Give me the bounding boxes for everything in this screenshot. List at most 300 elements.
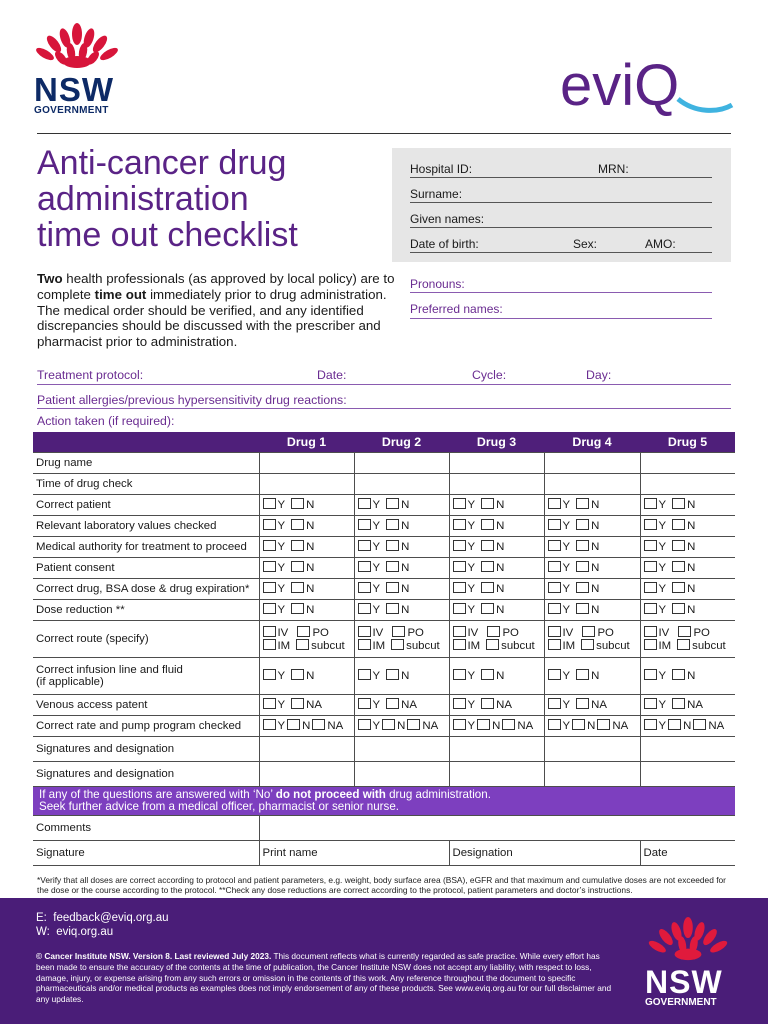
nsw-government-logo-footer [645, 916, 737, 1008]
checkbox[interactable] [358, 582, 371, 593]
dob-field[interactable] [410, 252, 712, 253]
date-field[interactable] [640, 840, 735, 865]
option-label: PO [693, 626, 710, 639]
option-y [453, 519, 476, 532]
drug-5-cell[interactable] [640, 515, 735, 536]
option-label: N [397, 720, 406, 732]
checkbox[interactable] [672, 582, 685, 593]
option-n [576, 603, 599, 616]
checkbox[interactable] [358, 540, 371, 551]
checkbox[interactable] [263, 603, 276, 614]
drug-1-cell[interactable] [259, 761, 354, 786]
checkbox[interactable] [672, 561, 685, 572]
checkbox[interactable] [358, 698, 371, 709]
checkbox[interactable] [453, 669, 466, 680]
checkbox[interactable] [291, 561, 304, 572]
drug-5-cell[interactable] [640, 557, 735, 578]
lab-values-row [33, 515, 735, 536]
checkbox[interactable] [263, 698, 276, 709]
patient-details-box [392, 148, 731, 262]
drug-4-cell[interactable] [544, 578, 640, 599]
checkbox[interactable] [291, 669, 304, 680]
option-n [576, 582, 599, 595]
checkbox[interactable] [453, 498, 466, 509]
checkbox[interactable] [576, 519, 589, 530]
checkbox[interactable] [453, 540, 466, 551]
drug-2-cell[interactable] [354, 620, 449, 657]
option-n [291, 540, 314, 553]
checkbox[interactable] [386, 561, 399, 572]
checkbox[interactable] [548, 639, 561, 650]
drug-5-cell[interactable] [640, 694, 735, 715]
option-iv [263, 626, 289, 639]
option-y [644, 498, 667, 511]
checkbox[interactable] [644, 603, 657, 614]
drug-1-cell[interactable] [259, 452, 354, 473]
checkbox[interactable] [386, 582, 399, 593]
option-y [453, 698, 476, 711]
drug-4-cell[interactable] [544, 473, 640, 494]
checkbox[interactable] [644, 669, 657, 680]
drug-2-cell[interactable] [354, 494, 449, 515]
treatment-protocol-field[interactable] [37, 384, 731, 385]
checkbox[interactable] [297, 626, 310, 637]
nsw-logo-word: NSW [34, 71, 114, 108]
drug-5-cell[interactable] [640, 536, 735, 557]
option-n [287, 719, 310, 732]
checkbox[interactable] [358, 639, 371, 650]
drug-4-cell[interactable] [544, 736, 640, 761]
drug-4-cell[interactable] [544, 715, 640, 736]
option-label: Y [277, 562, 286, 574]
option-n [672, 582, 695, 595]
checkbox[interactable] [481, 561, 494, 572]
checkbox[interactable] [672, 669, 685, 680]
option-po [392, 626, 423, 639]
row-label-cell [33, 657, 259, 694]
checkbox[interactable] [644, 540, 657, 551]
drug-3-cell[interactable] [449, 761, 544, 786]
option-label: N [496, 499, 505, 511]
option-label: Y [658, 520, 667, 532]
option-y [358, 603, 381, 616]
drug-2-cell[interactable] [354, 694, 449, 715]
drug-4-cell[interactable] [544, 761, 640, 786]
checkbox[interactable] [582, 626, 595, 637]
option-label: N [591, 670, 600, 682]
checkbox[interactable] [263, 519, 276, 530]
option-label: Y [658, 499, 667, 511]
option-label: Y [372, 583, 381, 595]
checkbox[interactable] [263, 498, 276, 509]
checkbox[interactable] [453, 639, 466, 650]
checkbox[interactable] [678, 626, 691, 637]
given-names-field[interactable] [410, 227, 712, 228]
option-label: IV [372, 626, 384, 639]
checkbox[interactable] [453, 519, 466, 530]
option-y [644, 540, 667, 553]
checkbox[interactable] [291, 582, 304, 593]
checkbox[interactable] [382, 719, 395, 730]
checkbox[interactable] [668, 719, 681, 730]
option-label: N [306, 670, 315, 682]
checkbox[interactable] [644, 582, 657, 593]
checkbox[interactable] [481, 582, 494, 593]
checkbox[interactable] [548, 603, 561, 614]
checkbox[interactable] [548, 582, 561, 593]
option-label: N [401, 520, 410, 532]
checkbox[interactable] [477, 719, 490, 730]
option-label: NA [422, 720, 439, 732]
checkbox[interactable] [693, 719, 706, 730]
checkbox[interactable] [502, 719, 515, 730]
infusion-line-row [33, 657, 735, 694]
checkbox[interactable] [576, 698, 589, 709]
option-n [576, 561, 599, 574]
checkbox[interactable] [386, 698, 399, 709]
checkbox[interactable] [548, 519, 561, 530]
option-label: NA [687, 699, 703, 711]
option-label: NA [496, 699, 512, 711]
option-label: N [687, 541, 696, 553]
drug-3-cell[interactable] [449, 557, 544, 578]
drug-5-cell[interactable] [640, 452, 735, 473]
checkbox[interactable] [481, 519, 494, 530]
checkbox[interactable] [291, 698, 304, 709]
checkbox[interactable] [548, 498, 561, 509]
checkbox[interactable] [453, 603, 466, 614]
option-po [487, 626, 518, 639]
checkbox[interactable] [358, 561, 371, 572]
drug-5-cell[interactable] [640, 599, 735, 620]
checkbox[interactable] [644, 639, 657, 650]
eviq-logo [560, 55, 735, 115]
treatment-protocol-label: Treatment protocol: [37, 368, 144, 382]
signature-label-cell [33, 840, 259, 865]
drug-1-cell[interactable] [259, 473, 354, 494]
option-label: N [591, 541, 600, 553]
option-y [358, 582, 381, 595]
checkbox[interactable] [672, 498, 685, 509]
hospital-id-field[interactable] [410, 177, 712, 178]
drug-4-cell[interactable] [544, 452, 640, 473]
option-label: Y [372, 520, 381, 532]
mrn-label: MRN: [598, 162, 629, 176]
checkbox[interactable] [644, 698, 657, 709]
checkbox[interactable] [644, 719, 657, 730]
checkbox[interactable] [291, 519, 304, 530]
drug-3-cell[interactable] [449, 657, 544, 694]
header-divider [37, 133, 731, 134]
checkbox[interactable] [548, 698, 561, 709]
checkbox[interactable] [672, 540, 685, 551]
option-po [297, 626, 328, 639]
designation-field[interactable] [449, 840, 640, 865]
comments-field[interactable] [259, 815, 735, 840]
option-na [693, 719, 724, 732]
option-im [453, 639, 481, 652]
checkbox[interactable] [263, 561, 276, 572]
option-label: Y [372, 541, 381, 553]
option-n [481, 603, 504, 616]
drug-3-cell[interactable] [449, 694, 544, 715]
checkbox[interactable] [672, 698, 685, 709]
drug-4-cell[interactable] [544, 515, 640, 536]
option-label: Y [277, 520, 286, 532]
row-label-cell [33, 494, 259, 515]
option-label: IM [277, 639, 291, 652]
checkbox[interactable] [263, 540, 276, 551]
checkbox[interactable] [644, 626, 657, 637]
warning-pre: If any of the questions are answered with ‘No’ [39, 787, 276, 801]
option-label: Y [277, 720, 286, 732]
checkbox[interactable] [263, 669, 276, 680]
checkbox[interactable] [358, 498, 371, 509]
eviq-swoosh-icon [678, 99, 732, 110]
drug-3-cell[interactable] [449, 536, 544, 557]
drug-3-cell[interactable] [449, 515, 544, 536]
drug-5-cell[interactable] [640, 736, 735, 761]
drug-5-cell[interactable] [640, 494, 735, 515]
drug-3-cell[interactable] [449, 473, 544, 494]
checkbox[interactable] [358, 626, 371, 637]
checkbox[interactable] [407, 719, 420, 730]
drug-4-cell[interactable] [544, 599, 640, 620]
option-label: Y [467, 520, 476, 532]
option-n [481, 561, 504, 574]
row-label: Venous access patent [36, 698, 148, 711]
drug-1-cell[interactable] [259, 536, 354, 557]
checkbox[interactable] [291, 603, 304, 614]
day-label: Day: [586, 368, 612, 382]
option-label: N [306, 562, 315, 574]
checkbox[interactable] [481, 698, 494, 709]
checkbox[interactable] [291, 540, 304, 551]
drug-4-cell[interactable] [544, 536, 640, 557]
option-label: Y [658, 583, 667, 595]
drug-3-cell[interactable] [449, 494, 544, 515]
checkbox[interactable] [263, 639, 276, 650]
option-na [502, 719, 533, 732]
option-y [548, 519, 571, 532]
checkbox[interactable] [481, 603, 494, 614]
checkbox[interactable] [644, 498, 657, 509]
drug-5-cell[interactable] [640, 761, 735, 786]
checkbox[interactable] [576, 498, 589, 509]
checkbox[interactable] [296, 639, 309, 650]
drug-2-cell[interactable] [354, 515, 449, 536]
drug-5-cell[interactable] [640, 578, 735, 599]
checkbox[interactable] [386, 669, 399, 680]
option-na [291, 698, 322, 711]
option-y [548, 498, 571, 511]
drug-1-cell[interactable] [259, 494, 354, 515]
drug-1-cell[interactable] [259, 694, 354, 715]
checkbox[interactable] [392, 626, 405, 637]
checkbox[interactable] [644, 561, 657, 572]
checkbox[interactable] [576, 561, 589, 572]
option-label: Y [372, 699, 381, 711]
checkbox[interactable] [481, 498, 494, 509]
drug-1-cell[interactable] [259, 736, 354, 761]
drug-5-cell[interactable] [640, 620, 735, 657]
drug-1-cell[interactable] [259, 515, 354, 536]
surname-field[interactable] [410, 202, 712, 203]
row-label: Signatures and designation [36, 767, 175, 780]
amo-label: AMO: [645, 237, 676, 251]
option-label: N [687, 670, 696, 682]
checkbox[interactable] [312, 719, 325, 730]
option-label: Y [658, 720, 667, 732]
drug-4-cell[interactable] [544, 620, 640, 657]
checkbox[interactable] [291, 498, 304, 509]
drug-2-cell[interactable] [354, 536, 449, 557]
checkbox[interactable] [453, 626, 466, 637]
checkbox[interactable] [644, 519, 657, 530]
checkbox[interactable] [548, 540, 561, 551]
drug-5-cell[interactable] [640, 657, 735, 694]
option-label: N [587, 720, 596, 732]
option-y [358, 719, 381, 732]
checkbox[interactable] [572, 719, 585, 730]
row-label-cell [33, 557, 259, 578]
option-y [644, 603, 667, 616]
checkbox[interactable] [287, 719, 300, 730]
drug-1-cell[interactable] [259, 620, 354, 657]
drug-4-cell[interactable] [544, 694, 640, 715]
drug-2-cell[interactable] [354, 761, 449, 786]
print-name-label: Print name [262, 846, 318, 859]
drug-2-cell[interactable] [354, 715, 449, 736]
checkbox[interactable] [548, 626, 561, 637]
option-label: subcut [406, 639, 440, 652]
checkbox[interactable] [386, 540, 399, 551]
drug-1-cell[interactable] [259, 715, 354, 736]
option-na [386, 698, 417, 711]
row-label-cell [33, 620, 259, 657]
checkbox[interactable] [453, 561, 466, 572]
drug-1-cell[interactable] [259, 657, 354, 694]
checkbox[interactable] [576, 582, 589, 593]
option-label: N [306, 541, 315, 553]
option-label: Y [562, 520, 571, 532]
drug-4-cell[interactable] [544, 494, 640, 515]
date-label: Date: [317, 368, 347, 382]
drug-2-cell[interactable] [354, 557, 449, 578]
allergies-field[interactable] [37, 408, 731, 409]
option-y [548, 719, 571, 732]
drug-4-cell[interactable] [544, 657, 640, 694]
checkbox[interactable] [672, 519, 685, 530]
legal-text: This document reflects what is currently regarded as safe practice. While every effort has been made to ensure the accuracy of the contents at the time of publication, the Cancer Institute NSW does not accept any liability, with respect to loss, damage, injury, or expense arising from any such errors or omission in the contents of this work. Any reference throughout the document to specific pharmaceuticals and/or medical products as examples does not imply endorsement of any of these products. See www.eviq.org.au for our full disclaimer and any updates. [36, 951, 612, 1005]
title-line-2: administration [37, 180, 249, 218]
drug-3-cell[interactable] [449, 620, 544, 657]
drug-2-cell[interactable] [354, 657, 449, 694]
option-label: Y [277, 541, 286, 553]
page-title [37, 145, 387, 253]
drug-1-cell[interactable] [259, 557, 354, 578]
email-link[interactable]: feedback@eviq.org.au [53, 912, 169, 924]
checkbox[interactable] [548, 561, 561, 572]
checkbox[interactable] [453, 719, 466, 730]
drug-2-cell[interactable] [354, 578, 449, 599]
drug-5-cell[interactable] [640, 473, 735, 494]
option-y [453, 669, 476, 682]
checkbox[interactable] [358, 719, 371, 730]
checkbox[interactable] [386, 498, 399, 509]
checkbox[interactable] [358, 519, 371, 530]
checkbox[interactable] [548, 669, 561, 680]
drug-2-cell[interactable] [354, 473, 449, 494]
checkbox[interactable] [481, 540, 494, 551]
checkbox[interactable] [581, 639, 594, 650]
checkbox[interactable] [576, 669, 589, 680]
drug-5-cell[interactable] [640, 715, 735, 736]
checkbox[interactable] [672, 603, 685, 614]
drug-3-cell[interactable] [449, 578, 544, 599]
drug-1-cell[interactable] [259, 578, 354, 599]
print-name-field[interactable] [259, 840, 449, 865]
checkbox[interactable] [576, 540, 589, 551]
checkbox[interactable] [576, 603, 589, 614]
option-label: Y [562, 670, 571, 682]
drug-3-cell[interactable] [449, 599, 544, 620]
checkbox[interactable] [358, 603, 371, 614]
checkbox[interactable] [386, 603, 399, 614]
drug-3-cell[interactable] [449, 715, 544, 736]
checkbox[interactable] [386, 519, 399, 530]
action-taken-label: Action taken (if required): [37, 414, 175, 428]
checkbox[interactable] [453, 698, 466, 709]
option-subcut [581, 639, 630, 652]
option-label: N [687, 562, 696, 574]
drug-4-cell[interactable] [544, 557, 640, 578]
drug-2-cell[interactable] [354, 452, 449, 473]
option-label: IM [467, 639, 481, 652]
option-label: IM [562, 639, 576, 652]
warning-banner [33, 787, 735, 815]
option-label: Y [372, 499, 381, 511]
drug-1-cell[interactable] [259, 599, 354, 620]
checkbox[interactable] [263, 719, 276, 730]
option-label: NA [517, 720, 534, 732]
drug-2-cell[interactable] [354, 599, 449, 620]
checkbox[interactable] [487, 626, 500, 637]
option-n [481, 582, 504, 595]
checkbox[interactable] [548, 719, 561, 730]
checkbox[interactable] [453, 582, 466, 593]
header-drug-3: Drug 3 [449, 432, 544, 452]
checkbox[interactable] [481, 669, 494, 680]
web-link[interactable]: eviq.org.au [56, 925, 114, 938]
footnote: *Verify that all doses are correct according to protocol and patient parameters, e.g. weight, body surface area (BSA), eGFR and that maximum and cumulative doses are not exceeded for the dose or the course according to the protocol. **Check any dose reductions are correct according to the protocol, patient parameters and doctor’s instructions. [37, 875, 726, 896]
option-n [572, 719, 595, 732]
drug-3-cell[interactable] [449, 452, 544, 473]
preferred-names-field[interactable] [410, 318, 712, 319]
drug-2-cell[interactable] [354, 736, 449, 761]
option-n [672, 561, 695, 574]
checkbox[interactable] [263, 626, 276, 637]
option-iv [548, 626, 574, 639]
checkbox[interactable] [486, 639, 499, 650]
checkbox[interactable] [597, 719, 610, 730]
checkbox[interactable] [677, 639, 690, 650]
drug-3-cell[interactable] [449, 736, 544, 761]
checkbox[interactable] [391, 639, 404, 650]
pronouns-field[interactable] [410, 292, 712, 293]
checkbox[interactable] [358, 669, 371, 680]
checkbox[interactable] [263, 582, 276, 593]
